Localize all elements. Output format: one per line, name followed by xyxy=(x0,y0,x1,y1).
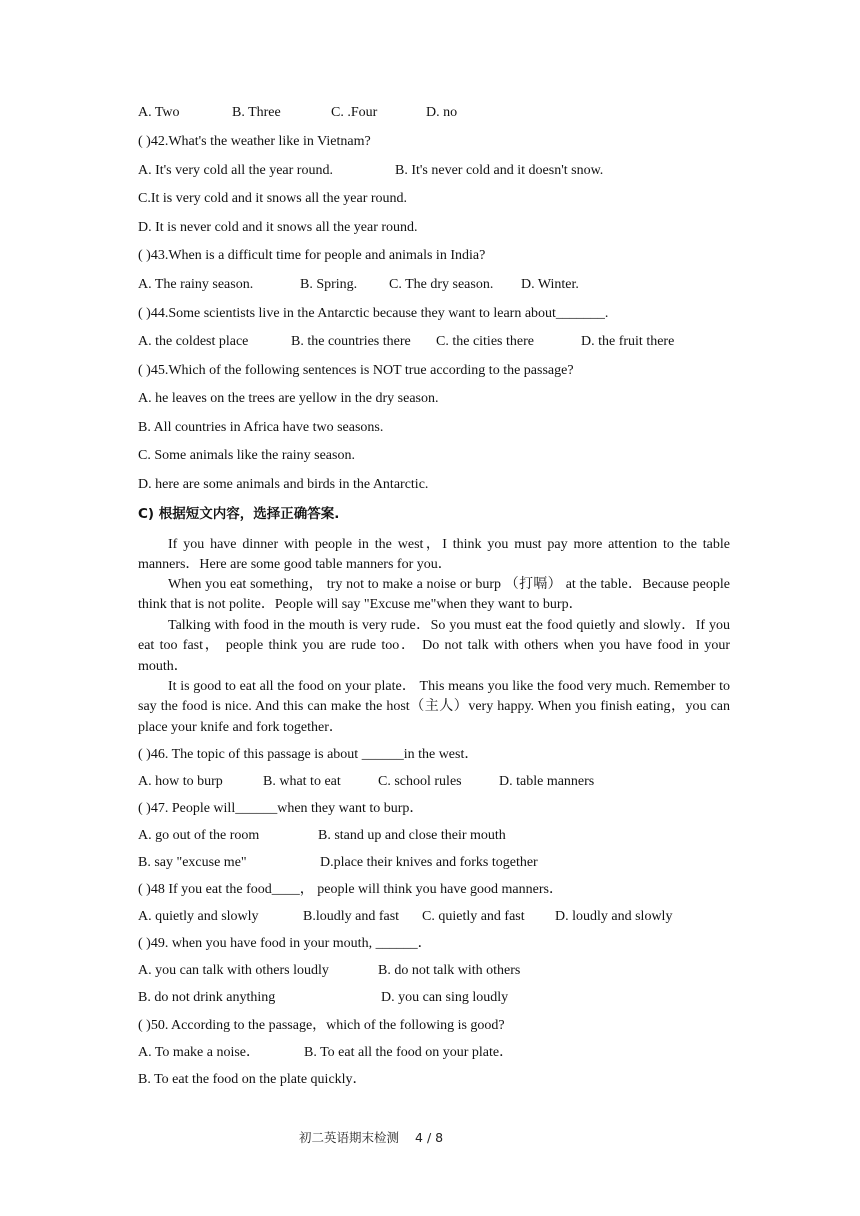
q43-option-a: A. The rainy season. xyxy=(138,277,254,292)
q49-option-d: D. you can sing loudly xyxy=(381,990,509,1005)
page-footer xyxy=(299,1128,443,1146)
q50-stem: ( )50. According to the passage，which of the following is good? xyxy=(138,1018,505,1033)
q47-option-a: A. go out of the room xyxy=(138,828,260,843)
q45-stem: ( )45.Which of the following sentences is NOT true according to the passage? xyxy=(138,363,574,378)
q47-option-c: B. say "excuse me" xyxy=(138,855,247,870)
q45-option-d: D. here are some animals and birds in the Antarctic. xyxy=(138,477,429,492)
section-c-heading: C) 根据短文内容，选择正确答案. xyxy=(138,506,340,522)
passage-paragraph-3: Talking with food in the mouth is very rude．So you must eat the food quietly and slowly．If you eat too fast， people think you are rude too． Do not talk with others when you have food in your mouth． xyxy=(138,618,730,674)
q50-option-b: B. To eat all the food on your plate． xyxy=(304,1045,514,1060)
q48-option-a: A. quietly and slowly xyxy=(138,909,259,924)
q42-option-b: B. It's never cold and it doesn't snow. xyxy=(395,163,604,178)
q42-option-c: C.It is very cold and it snows all the year round. xyxy=(138,191,408,206)
q42-option-d: D. It is never cold and it snows all the year round. xyxy=(138,220,418,235)
q44-option-c: C. the cities there xyxy=(436,334,534,349)
q43-option-b: B. Spring. xyxy=(300,277,358,292)
q44-option-d: D. the fruit there xyxy=(581,334,675,349)
q41-option-d: D. no xyxy=(426,105,458,120)
q41-option-b: B. Three xyxy=(232,105,281,120)
q41-option-a: A. Two xyxy=(138,105,180,120)
q49-option-b: B. do not talk with others xyxy=(378,963,521,978)
q50-option-c: B. To eat the food on the plate quickly． xyxy=(138,1072,367,1087)
q45-option-a: A. he leaves on the trees are yellow in the dry season. xyxy=(138,391,439,406)
q43-option-c: C. The dry season. xyxy=(389,277,494,292)
q46-option-a: A. how to burp xyxy=(138,774,223,789)
q45-option-c: C. Some animals like the rainy season. xyxy=(138,448,355,463)
q46-option-c: C. school rules xyxy=(378,774,462,789)
passage-paragraph-1: If you have dinner with people in the west，I think you must pay more attention to the table manners．Here are some good table manners for you． xyxy=(138,537,730,573)
passage-paragraph-4: It is good to eat all the food on your plate． This means you like the food very much. Remember to say the food is nice. And this can make the host（主人）very happy. When you finish eating，you can place your knife and fork together． xyxy=(138,679,730,735)
q44-option-a: A. the coldest place xyxy=(138,334,249,349)
footer-label: 初二英语期末检测 xyxy=(299,1130,400,1145)
q46-option-d: D. table manners xyxy=(499,774,595,789)
q41-option-c: C. .Four xyxy=(331,105,378,120)
q48-option-d: D. loudly and slowly xyxy=(555,909,673,924)
passage-paragraph-2: When you eat something， try not to make a noise or burp （打嗝） at the table．Because people think that is not polite．People will say "Excuse me"when they want to burp． xyxy=(138,577,730,613)
q47-stem: ( )47. People will______when they want to burp． xyxy=(138,801,424,816)
q49-stem: ( )49. when you have food in your mouth, ______． xyxy=(138,936,432,951)
q43-stem: ( )43.When is a difficult time for people and animals in India? xyxy=(138,248,486,263)
q49-option-c: B. do not drink anything xyxy=(138,990,276,1005)
q46-stem: ( )46. The topic of this passage is about ______in the west． xyxy=(138,747,479,762)
q47-option-d: D.place their knives and forks together xyxy=(320,855,538,870)
q42-option-a: A. It's very cold all the year round. xyxy=(138,163,333,178)
q45-option-b: B. All countries in Africa have two seasons. xyxy=(138,420,384,435)
q50-option-a: A. To make a noise． xyxy=(138,1045,261,1060)
q48-stem: ( )48 If you eat the food____， people will think you have good manners． xyxy=(138,882,563,897)
q44-option-b: B. the countries there xyxy=(291,334,411,349)
q46-option-b: B. what to eat xyxy=(263,774,341,789)
page-number: 4 / 8 xyxy=(415,1130,444,1145)
q43-option-d: D. Winter. xyxy=(521,277,579,292)
q47-option-b: B. stand up and close their mouth xyxy=(318,828,506,843)
q48-option-c: C. quietly and fast xyxy=(422,909,525,924)
q49-option-a: A. you can talk with others loudly xyxy=(138,963,329,978)
q42-stem: ( )42.What's the weather like in Vietnam? xyxy=(138,134,371,149)
q48-option-b: B.loudly and fast xyxy=(303,909,400,924)
q44-stem: ( )44.Some scientists live in the Antarctic because they want to learn about_______. xyxy=(138,306,609,321)
